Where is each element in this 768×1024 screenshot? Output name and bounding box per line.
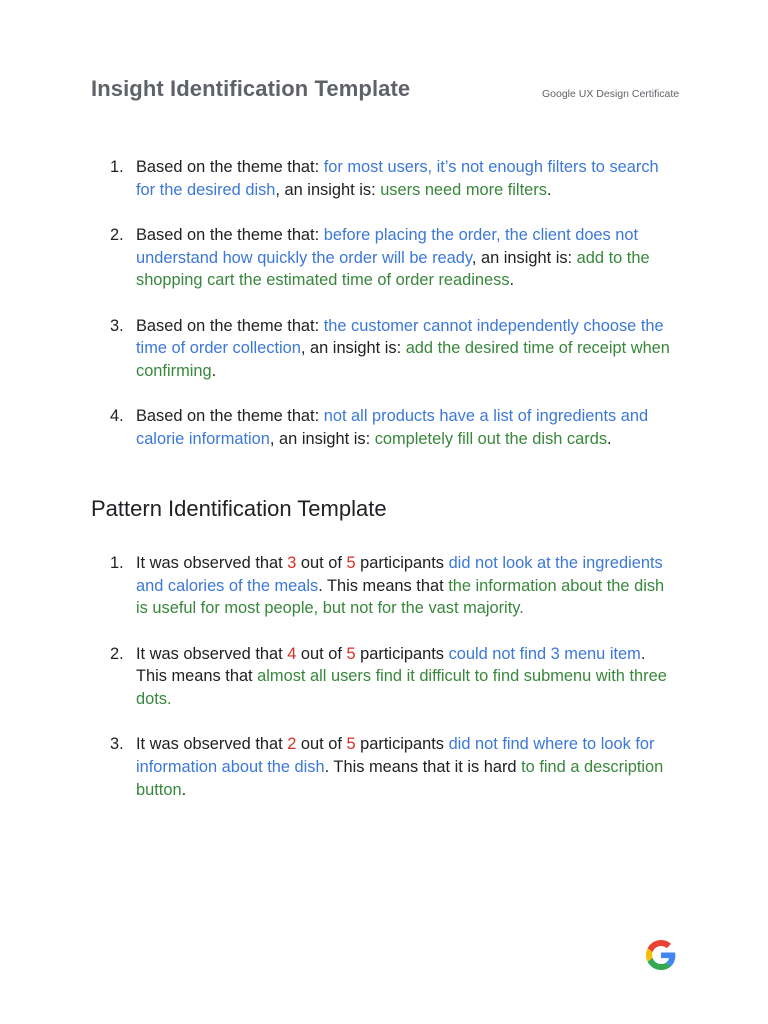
text-segment-green: add the desired time of receipt when confirming <box>136 339 670 381</box>
text-segment-green: completely fill out the dish cards <box>374 430 608 449</box>
list-text <box>136 733 680 801</box>
insights-item-2 <box>110 224 680 292</box>
text-segment-black: Based on the theme that: <box>136 316 324 335</box>
patterns-item-3 <box>110 733 680 801</box>
list-text <box>136 552 680 620</box>
text-segment-black: Based on the theme that: <box>136 407 324 426</box>
text-segment-black: , an insight is: <box>300 339 406 358</box>
patterns-list <box>110 552 680 802</box>
text-segment-red: 2 <box>287 735 297 754</box>
list-number: 2. <box>110 226 124 244</box>
text-segment-blue: did not look at the ingredients and calories of the meals <box>136 554 663 595</box>
text-segment-black: out of <box>296 735 347 754</box>
text-segment-black: . This means that <box>136 644 646 686</box>
list-number: 3. <box>110 316 124 335</box>
list-text <box>136 224 680 292</box>
page-title: Insight Identification Template <box>91 76 411 101</box>
text-segment-green: to find a description button <box>136 758 664 799</box>
text-segment-black: out of <box>296 554 347 572</box>
list-number: 1. <box>110 554 124 572</box>
text-segment-black: It was observed that <box>136 644 288 663</box>
list-number: 4. <box>110 407 124 426</box>
text-segment-red: 4 <box>287 644 297 663</box>
insights-list <box>110 156 680 451</box>
text-segment-black: participants <box>355 735 449 754</box>
insights-item-1 <box>110 156 680 201</box>
list-text <box>136 315 680 383</box>
text-segment-green: users need more filters <box>380 180 547 199</box>
insights-item-3 <box>110 315 680 383</box>
text-segment-black: , an insight is: <box>471 248 577 267</box>
certificate-label: Google UX Design Certificate <box>542 88 680 100</box>
text-segment-black: It was observed that <box>136 735 288 754</box>
text-segment-blue: could not find 3 menu item <box>448 644 641 663</box>
text-segment-blue: for most users, it’s not enough filters to search for the desired dish <box>136 158 659 199</box>
google-g-icon <box>646 940 676 970</box>
text-segment-green: almost all users find it difficult to find submenu with three dots. <box>136 667 667 709</box>
text-segment-black: . <box>509 271 515 290</box>
insights-item-4 <box>110 405 680 450</box>
text-segment-black: , an insight is: <box>275 180 381 199</box>
text-segment-black: Based on the theme that: <box>136 158 324 176</box>
text-segment-black: . <box>181 780 187 799</box>
text-segment-red: 5 <box>346 735 356 754</box>
list-text <box>136 156 680 201</box>
patterns-item-2 <box>110 643 680 711</box>
text-segment-black: out of <box>296 644 347 663</box>
text-segment-red: 5 <box>346 644 356 663</box>
text-segment-blue: not all products have a list of ingredients and calorie information <box>136 407 649 449</box>
text-segment-green: the information about the dish is useful for most people, but not for the vast majority. <box>136 576 665 618</box>
text-segment-blue: the customer cannot independently choose the time of order collection <box>136 316 664 358</box>
text-segment-black: Based on the theme that: <box>136 226 324 244</box>
text-segment-green: add to the shopping cart the estimated time of order readiness <box>136 248 650 290</box>
text-segment-black: It was observed that <box>136 554 288 572</box>
text-segment-blue: before placing the order, the client does not understand how quickly the order will be ready <box>136 226 639 267</box>
text-segment-red: 3 <box>287 554 297 572</box>
pattern-section-title: Pattern Identification Template <box>91 496 387 521</box>
patterns-item-1 <box>110 552 680 620</box>
list-number: 1. <box>110 158 124 176</box>
text-segment-black: . <box>607 430 612 449</box>
text-segment-black: . This means that it is hard <box>324 758 522 777</box>
text-segment-blue: did not find where to look for information about the dish <box>136 735 655 777</box>
text-segment-red: 5 <box>346 554 356 572</box>
text-segment-black: participants <box>355 554 449 572</box>
text-segment-black: . <box>546 180 552 199</box>
list-number: 3. <box>110 735 124 754</box>
list-text <box>136 643 680 711</box>
list-text <box>136 405 680 450</box>
text-segment-black: , an insight is: <box>269 430 375 449</box>
list-number: 2. <box>110 644 124 663</box>
text-segment-black: participants <box>355 644 449 663</box>
text-segment-black: . This means that <box>318 576 449 595</box>
text-segment-black: . <box>211 362 217 381</box>
